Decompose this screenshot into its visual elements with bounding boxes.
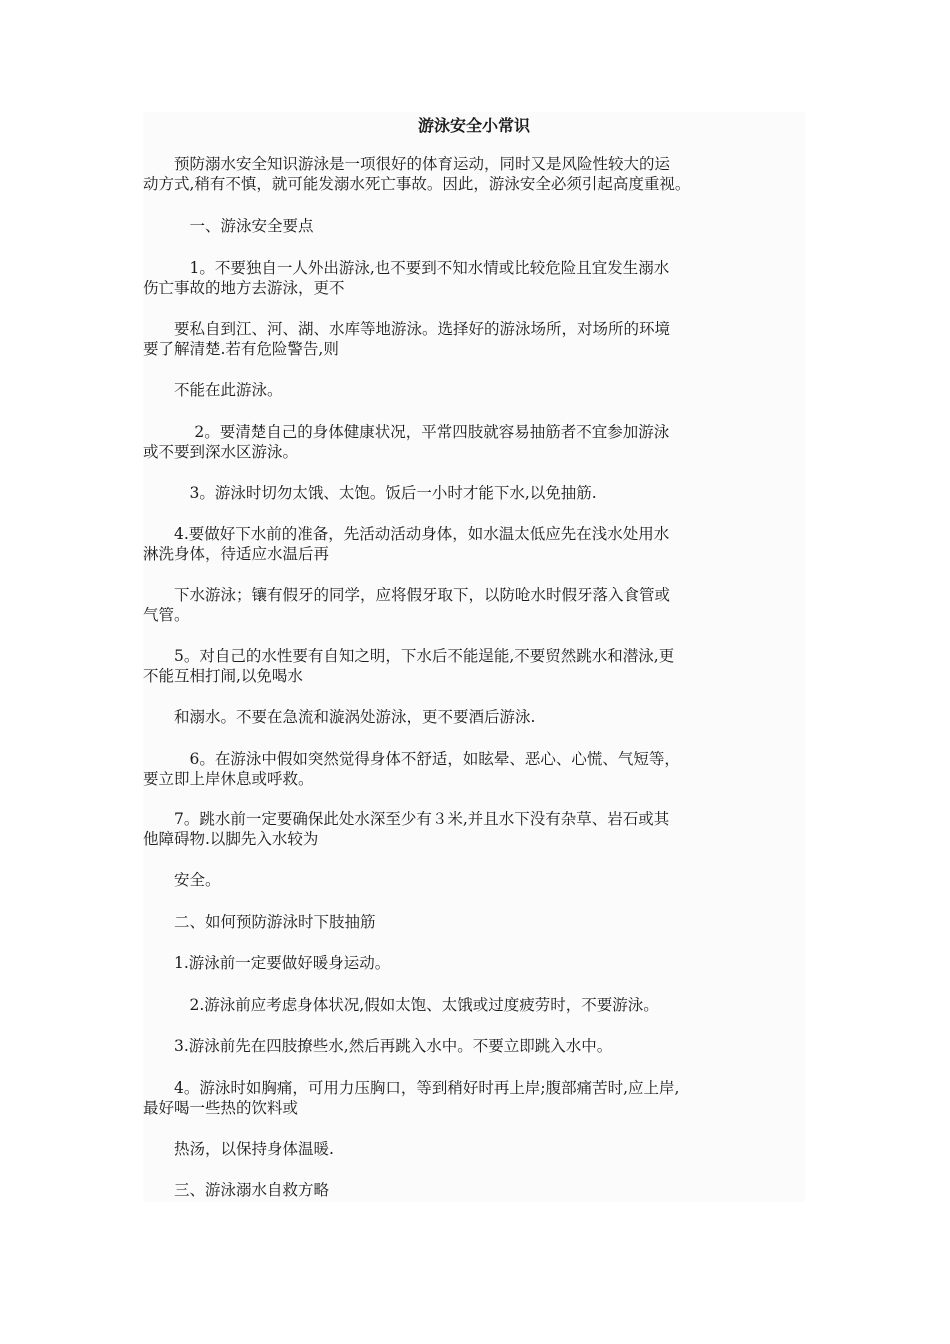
paragraph-line: 预防溺水安全知识游泳是一项很好的体育运动，同时又是风险性较大的运 xyxy=(143,155,671,173)
paragraph-line: 淋洗身体，待适应水温后再 xyxy=(143,545,330,563)
paragraph-line: 1.游泳前一定要做好暖身运动。 xyxy=(143,954,391,972)
paragraph-3 xyxy=(143,319,805,359)
paragraph-line: 气管。 xyxy=(143,606,190,624)
paragraph-line: 要立即上岸休息或呼救。 xyxy=(143,770,314,788)
paragraph-line: 不能互相打闹,以免喝水 xyxy=(143,667,303,685)
paragraph-line: 三、游泳溺水自救方略 xyxy=(143,1181,330,1199)
paragraph-12 xyxy=(143,809,805,849)
paragraph-line: 2。要清楚自己的身体健康状况，平常四肢就容易抽筋者不宜参加游泳 xyxy=(143,423,670,441)
paragraph-14 xyxy=(143,953,805,973)
paragraph-18 xyxy=(143,1139,805,1159)
paragraph-line: 热汤，以保持身体温暖. xyxy=(143,1140,334,1158)
section-heading-3 xyxy=(143,1180,805,1200)
paragraph-line: 下水游泳；镶有假牙的同学，应将假牙取下，以防呛水时假牙落入食管或 xyxy=(143,586,671,604)
paragraph-line: 2.游泳前应考虑身体状况,假如太饱、太饿或过度疲劳时，不要游泳。 xyxy=(143,996,659,1014)
document-title: 游泳安全小常识 xyxy=(417,116,530,135)
paragraph-16 xyxy=(143,1036,805,1056)
paragraph-2 xyxy=(143,258,805,298)
paragraph-7 xyxy=(143,524,805,564)
paragraph-11 xyxy=(143,749,805,789)
paragraph-line: 一、游泳安全要点 xyxy=(143,217,314,235)
document-body xyxy=(143,112,805,1202)
paragraph-line: 二、如何预防游泳时下肢抽筋 xyxy=(143,913,376,931)
section-heading-1 xyxy=(143,216,805,236)
paragraph-line: 6。在游泳中假如突然觉得身体不舒适，如眩晕、恶心、心慌、气短等， xyxy=(143,750,680,768)
paragraph-line: 5。对自己的水性要有自知之明，下水后不能逞能,不要贸然跳水和潜泳,更 xyxy=(143,647,675,665)
paragraph-line: 3.游泳前先在四肢撩些水,然后再跳入水中。不要立即跳入水中。 xyxy=(143,1037,613,1055)
paragraph-line: 3。游泳时切勿太饿、太饱。饭后一小时才能下水,以免抽筋. xyxy=(143,484,597,502)
paragraph-line: 伤亡事故的地方去游泳，更不 xyxy=(143,279,345,297)
paragraph-line: 4。游泳时如胸痛，可用力压胸口，等到稍好时再上岸;腹部痛苦时,应上岸, xyxy=(143,1079,680,1097)
paragraph-5 xyxy=(143,422,805,462)
section-heading-2 xyxy=(143,912,805,932)
paragraph-15 xyxy=(143,995,805,1015)
paragraph-line: 安全。 xyxy=(143,871,221,889)
paragraph-10 xyxy=(143,707,805,727)
paragraph-8 xyxy=(143,585,805,625)
paragraph-line: 7。跳水前一定要确保此处水深至少有３米,并且水下没有杂草、岩石或其 xyxy=(143,810,670,828)
paragraph-6 xyxy=(143,483,805,503)
paragraph-line: 或不要到深水区游泳。 xyxy=(143,443,299,461)
paragraph-17 xyxy=(143,1078,805,1118)
paragraph-line: 动方式,稍有不慎，就可能发溺水死亡事故。因此，游泳安全必须引起高度重视。 xyxy=(143,175,691,193)
paragraph-line: 要私自到江、河、湖、水库等地游泳。选择好的游泳场所，对场所的环境 xyxy=(143,320,671,338)
paragraph-line: 要了解清楚.若有危险警告,则 xyxy=(143,340,339,358)
paragraph-4 xyxy=(143,380,805,400)
paragraph-line: 最好喝一些热的饮料或 xyxy=(143,1099,299,1117)
paragraph-line: 4.要做好下水前的准备，先活动活动身体，如水温太低应先在浅水处用水 xyxy=(143,525,670,543)
paragraph-line: 和溺水。不要在急流和漩涡处游泳，更不要酒后游泳. xyxy=(143,708,536,726)
paragraph-line: 不能在此游泳。 xyxy=(143,381,283,399)
paragraph-9 xyxy=(143,646,805,686)
paragraph-1 xyxy=(143,154,805,194)
paragraph-line: 他障碍物.以脚先入水较为 xyxy=(143,830,319,848)
paragraph-line: 1。不要独自一人外出游泳,也不要到不知水情或比较危险且宜发生溺水 xyxy=(143,259,670,277)
paragraph-13 xyxy=(143,870,805,890)
